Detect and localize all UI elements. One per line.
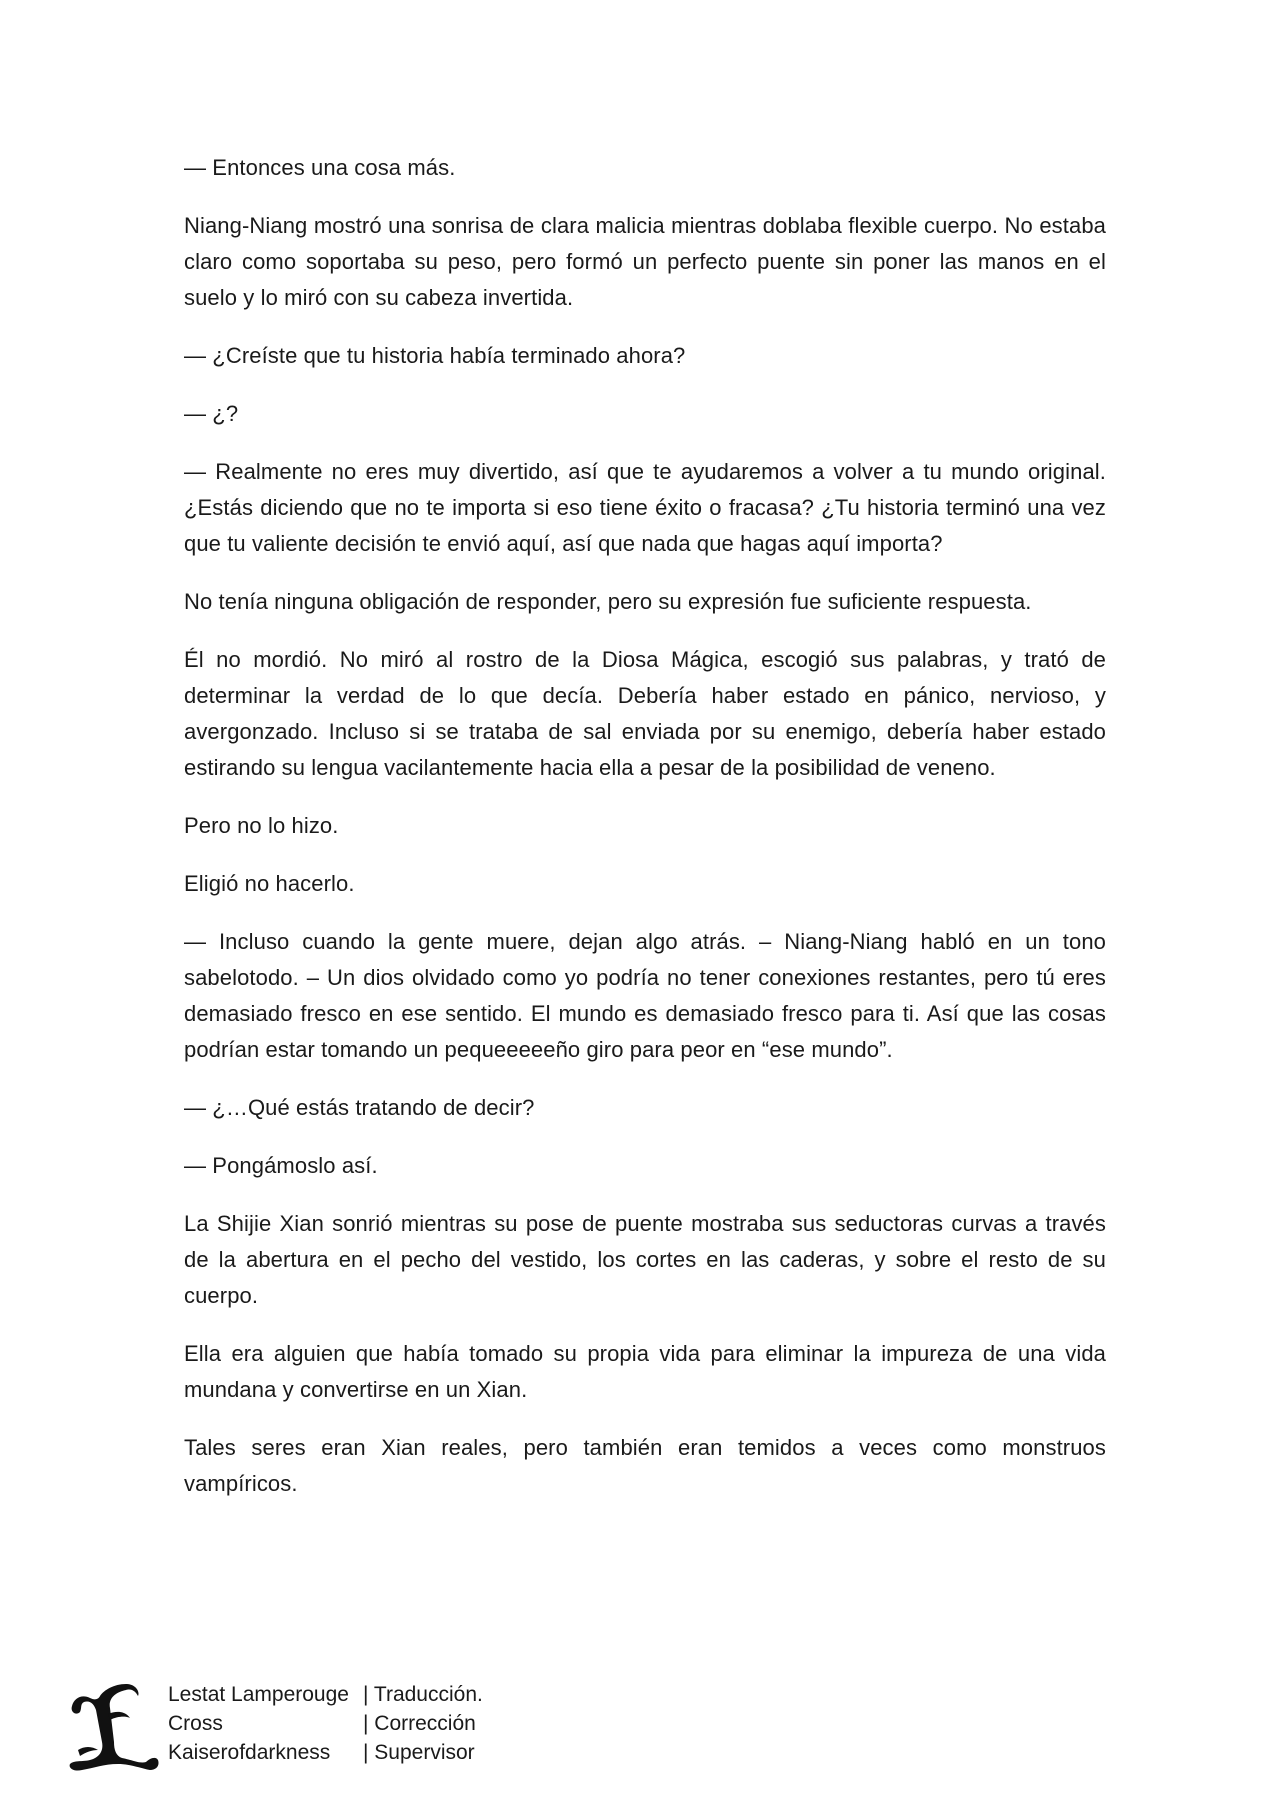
paragraph: — ¿?	[184, 401, 239, 426]
document-body	[184, 150, 1106, 1524]
paragraph: — Pongámoslo así.	[184, 1153, 378, 1178]
paragraph: — ¿…Qué estás tratando de decir?	[184, 1095, 535, 1120]
paragraph: Pero no lo hizo.	[184, 813, 339, 838]
credit-role: | Supervisor	[363, 1741, 475, 1764]
credit-name: Lestat Lamperouge	[168, 1683, 349, 1706]
paragraph: — Incluso cuando la gente muere, dejan algo atrás. – Niang-Niang habló en un tono sabelotodo. – Un dios olvidado como yo podría no tener conexiones restantes, pero tú eres demasiado fresco en ese sentido. El mundo es demasiado fresco para ti. Así que las cosas podrían estar tomando un pequeeeeeño giro para peor en “ese mundo”.	[184, 929, 1106, 1062]
paragraph: — Realmente no eres muy divertido, así que te ayudaremos a volver a tu mundo original. ¿Estás diciendo que no te importa si eso tiene éxito o fracasa? ¿Tu historia terminó una vez que tu valiente decisión te envió aquí, así que nada que hagas aquí importa?	[184, 459, 1106, 556]
credit-role: | Traducción.	[363, 1683, 483, 1706]
credit-role: | Corrección	[363, 1712, 476, 1735]
credit-row	[168, 1680, 483, 1709]
paragraph: No tenía ninguna obligación de responder, pero su expresión fue suficiente respuesta.	[184, 589, 1032, 614]
paragraph: La Shijie Xian sonrió mientras su pose de puente mostraba sus seductoras curvas a través de la abertura en el pecho del vestido, los cortes en las caderas, y sobre el resto de su cuerpo.	[184, 1211, 1106, 1308]
credit-name: Cross	[168, 1712, 223, 1735]
paragraph: Eligió no hacerlo.	[184, 871, 355, 896]
credits-block	[168, 1680, 483, 1767]
credit-name: Kaiserofdarkness	[168, 1741, 331, 1764]
paragraph: — ¿Creíste que tu historia había terminado ahora?	[184, 343, 686, 368]
paragraph: — Entonces una cosa más.	[184, 155, 456, 180]
credit-row	[168, 1738, 483, 1767]
page-footer	[60, 1680, 660, 1780]
paragraph: Niang-Niang mostró una sonrisa de clara malicia mientras doblaba flexible cuerpo. No estaba claro como soportaba su peso, pero formó un perfecto puente sin poner las manos en el suelo y lo miró con su cabeza invertida.	[184, 213, 1106, 310]
paragraph: Él no mordió. No miró al rostro de la Diosa Mágica, escogió sus palabras, y trató de determinar la verdad de lo que decía. Debería haber estado en pánico, nervioso, y avergonzado. Incluso si se trataba de sal enviada por su enemigo, debería haber estado estirando su lengua vacilantemente hacia ella a pesar de la posibilidad de veneno.	[184, 647, 1106, 780]
paragraph: Tales seres eran Xian reales, pero también eran temidos a veces como monstruos vampíricos.	[184, 1435, 1106, 1496]
credit-row	[168, 1709, 483, 1738]
gothic-l-logo-icon	[60, 1680, 170, 1775]
paragraph: Ella era alguien que había tomado su propia vida para eliminar la impureza de una vida mundana y convertirse en un Xian.	[184, 1341, 1106, 1402]
